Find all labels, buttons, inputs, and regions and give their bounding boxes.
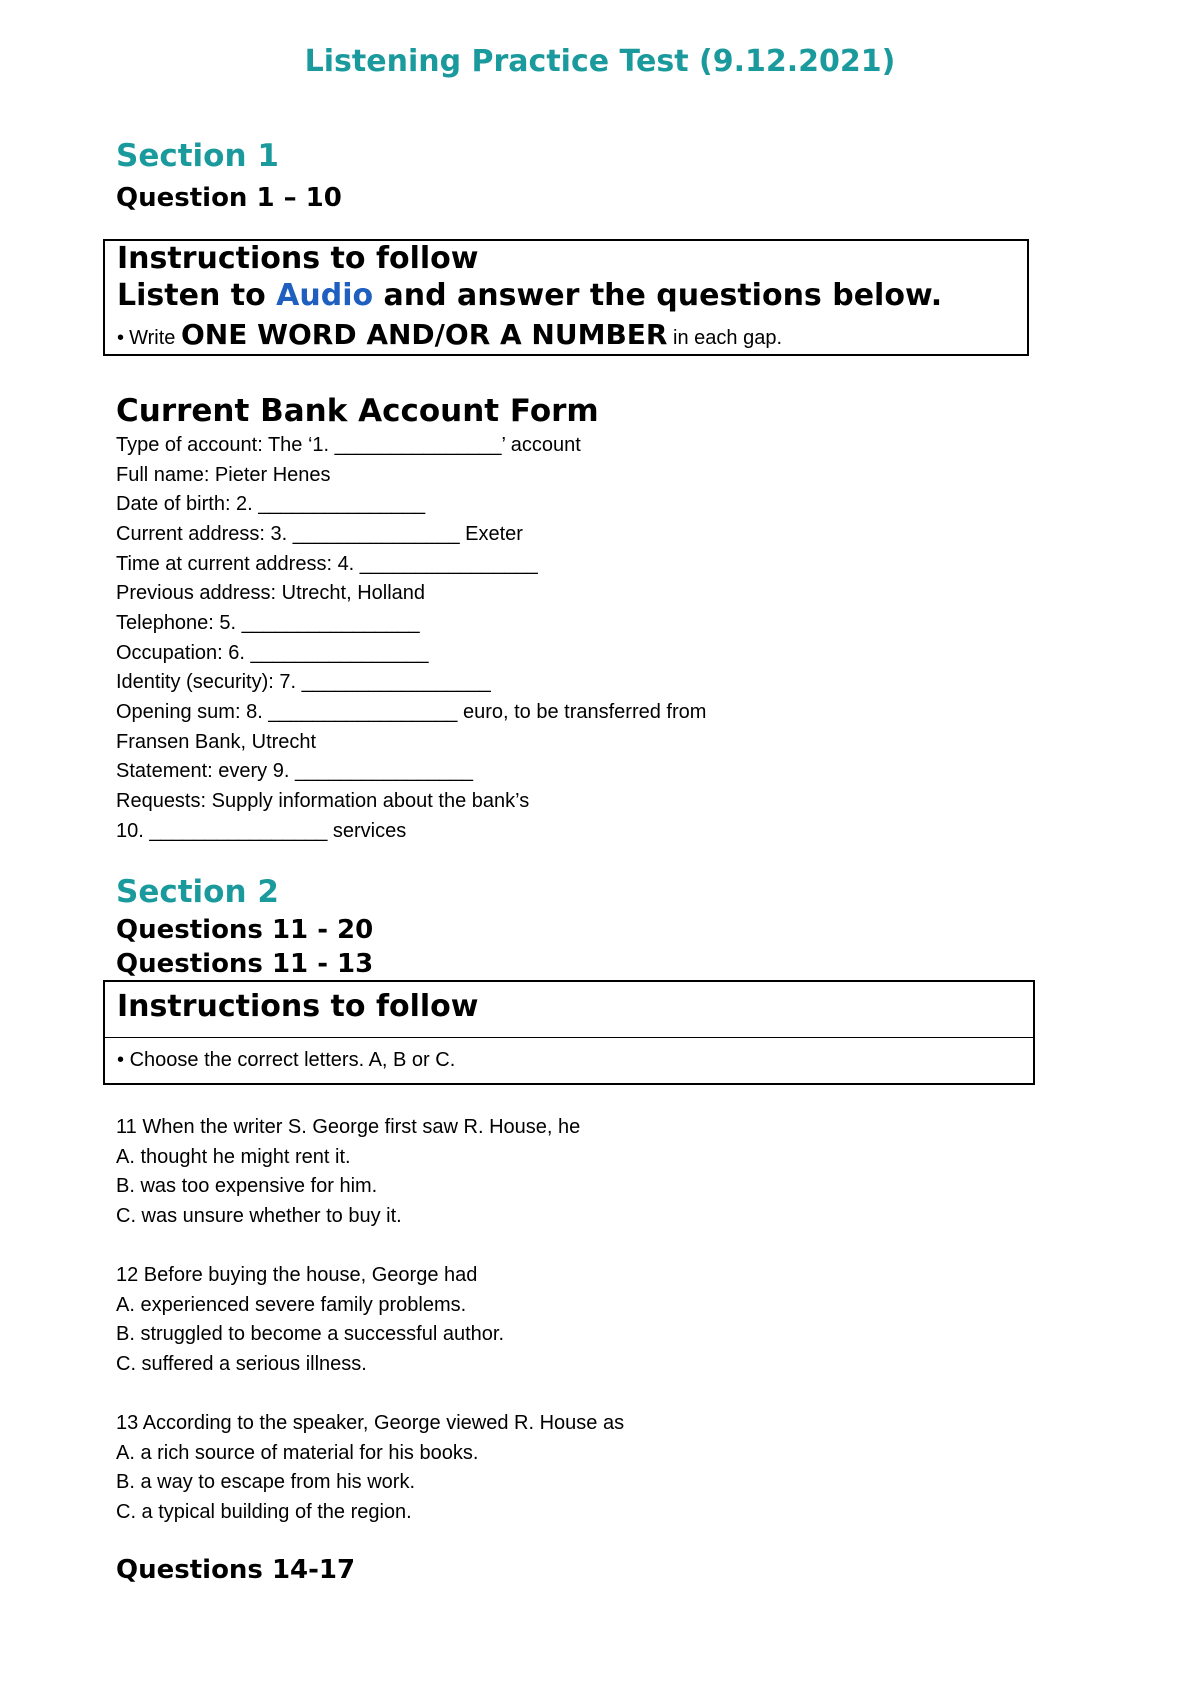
form-title: Current Bank Account Form xyxy=(116,393,599,429)
instructions-heading: Instructions to follow xyxy=(117,241,479,276)
form-line: Occupation: 6. ________________ xyxy=(116,642,429,664)
option: B. a way to escape from his work. xyxy=(116,1471,416,1493)
option: C. suffered a serious illness. xyxy=(116,1353,367,1375)
form-line: Current address: 3. _______________ Exeter xyxy=(116,523,523,545)
option: B. struggled to become a successful author. xyxy=(116,1323,504,1345)
form-line: Time at current address: 4. ________________ xyxy=(116,553,538,575)
listen-text-end: and answer the questions below. xyxy=(373,278,943,313)
bullet: • xyxy=(117,1049,125,1071)
divider xyxy=(105,1037,1033,1038)
option: C. a typical building of the region. xyxy=(116,1501,412,1523)
section-1-questions: Question 1 – 10 xyxy=(116,183,342,213)
option: B. was too expensive for him. xyxy=(116,1175,378,1197)
form-line: Opening sum: 8. _________________ euro, to be transferred from xyxy=(116,701,707,723)
form-line: Statement: every 9. ________________ xyxy=(116,760,473,782)
page-title: Listening Practice Test (9.12.2021) xyxy=(304,44,896,79)
instructions-box-1 xyxy=(103,239,1029,356)
form-line: Requests: Supply information about the bank’s xyxy=(116,790,530,812)
form-line: Previous address: Utrecht, Holland xyxy=(116,582,426,604)
section-2-heading: Section 2 xyxy=(116,874,279,910)
audio-link[interactable]: Audio xyxy=(276,278,374,313)
form-line: Fransen Bank, Utrecht xyxy=(116,731,317,753)
option: A. thought he might rent it. xyxy=(116,1146,351,1168)
section-1-heading: Section 1 xyxy=(116,138,279,174)
choose-text: Choose the correct letters. A, B or C. xyxy=(129,1049,456,1071)
question-stem: 13 According to the speaker, George viewed R. House as xyxy=(116,1412,625,1434)
write-text-end: in each gap. xyxy=(667,327,783,349)
section-2-subquestions: Questions 11 - 13 xyxy=(116,949,374,979)
form-line: Type of account: The ‘1. _______________’ account xyxy=(116,434,581,456)
listen-text: Listen to xyxy=(117,278,277,313)
write-emphasis: ONE WORD AND/OR A NUMBER xyxy=(180,318,668,351)
listen-instruction xyxy=(117,278,942,313)
form-line: Telephone: 5. ________________ xyxy=(116,612,420,634)
choose-instruction xyxy=(117,1049,455,1072)
write-instruction xyxy=(117,318,782,351)
write-text: Write xyxy=(129,327,181,349)
form-line: Date of birth: 2. _______________ xyxy=(116,493,426,515)
next-questions-heading: Questions 14-17 xyxy=(116,1555,356,1585)
question-stem: 12 Before buying the house, George had xyxy=(116,1264,478,1286)
instructions-heading: Instructions to follow xyxy=(117,989,479,1024)
option: A. a rich source of material for his books. xyxy=(116,1442,479,1464)
form-line: Identity (security): 7. _________________ xyxy=(116,671,491,693)
option: A. experienced severe family problems. xyxy=(116,1294,467,1316)
option: C. was unsure whether to buy it. xyxy=(116,1205,402,1227)
bullet: • xyxy=(117,327,125,349)
instructions-box-2 xyxy=(103,980,1035,1085)
form-line: Full name: Pieter Henes xyxy=(116,464,331,486)
question-stem: 11 When the writer S. George first saw R. House, he xyxy=(116,1116,581,1138)
form-line: 10. ________________ services xyxy=(116,820,407,842)
section-2-questions: Questions 11 - 20 xyxy=(116,915,374,945)
